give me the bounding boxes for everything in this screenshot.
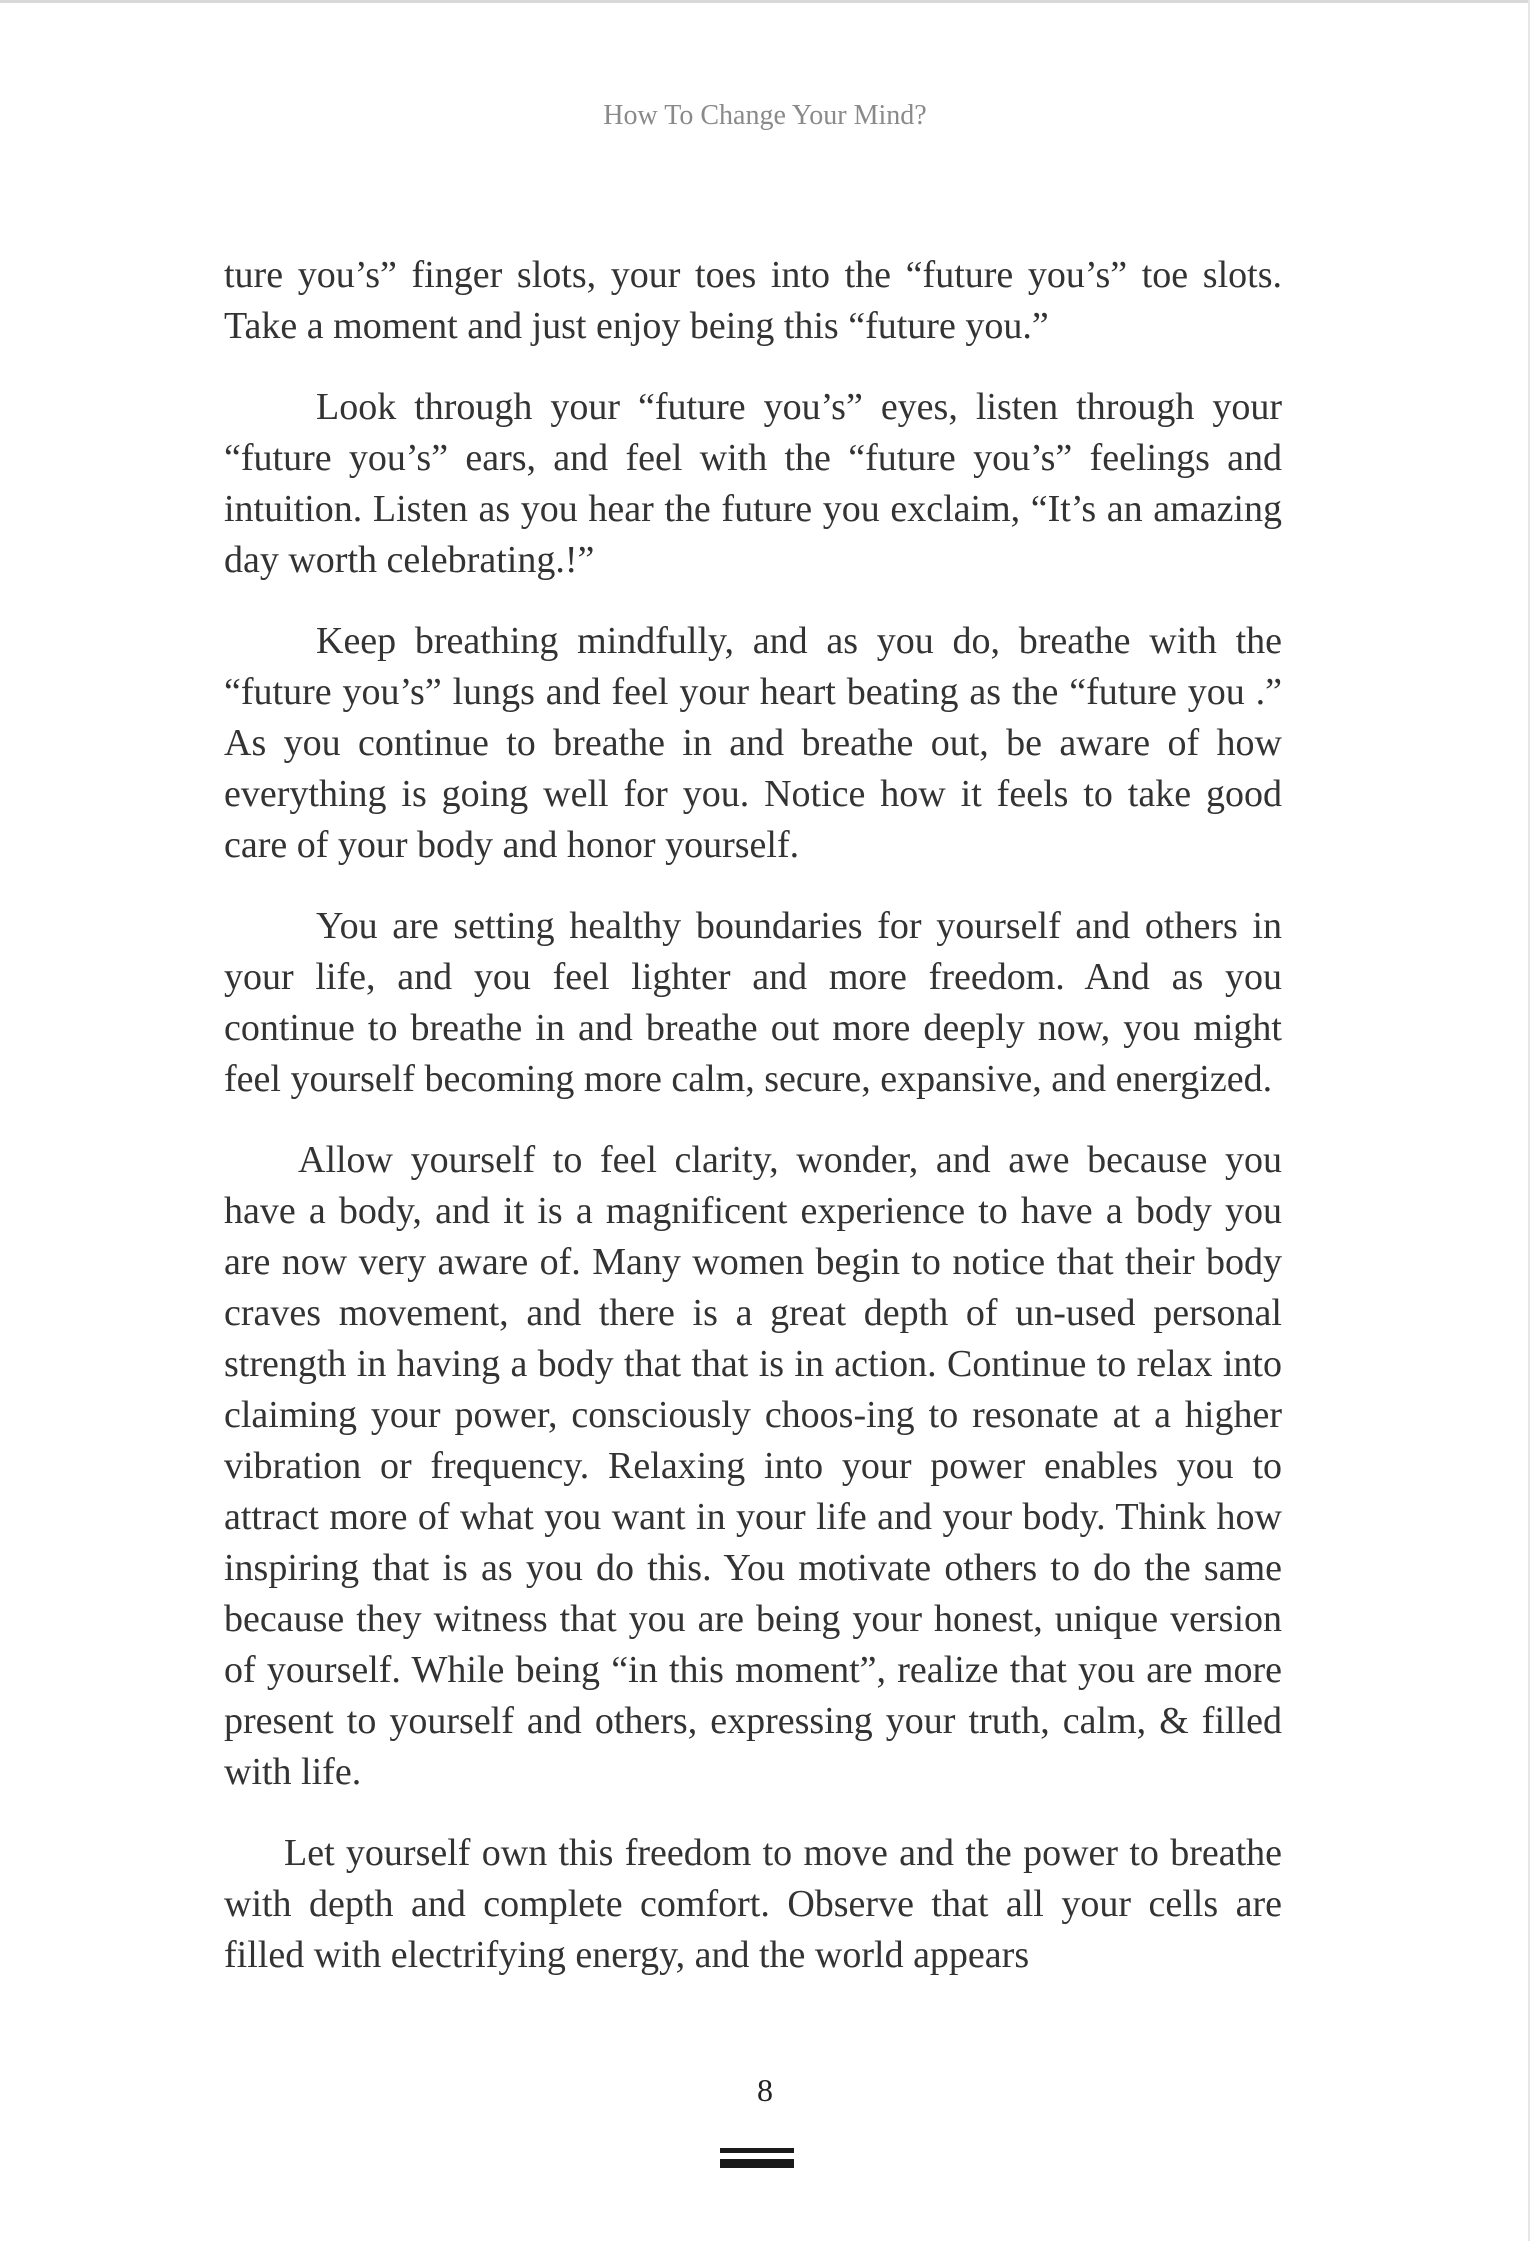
ornament-bar: [720, 2159, 794, 2168]
ornament-bar: [720, 2148, 794, 2153]
top-divider: [0, 0, 1530, 3]
page-ornament: [720, 2148, 794, 2170]
page-number: 8: [757, 2072, 773, 2108]
running-header: How To Change Your Mind?: [603, 100, 927, 131]
page-body: [224, 250, 1282, 2011]
paragraph: Keep breathing mindfully, and as you do, breathe with the “future you’s” lungs and feel your heart beating as the “future you .” As you continue to breathe in and breathe out, be aware of how everything is going well for you. Notice how it feels to take good care of your body and honor yourself.: [224, 620, 1282, 866]
paragraph: You are setting healthy boundaries for yourself and others in your life, and you feel lighter and more freedom. And as you continue to breathe in and breathe out more deeply now, you might feel yourself becoming more calm, secure, expansive, and energized.: [224, 905, 1282, 1100]
paragraph: ture you’s” finger slots, your toes into the “future you’s” toe slots. Take a moment and just enjoy being this “future you.”: [224, 254, 1282, 347]
paragraph: Look through your “future you’s” eyes, listen through your “future you’s” ears, and feel with the “future you’s” feelings and intuition. Listen as you hear the future you exclaim, “It’s an amazing day worth celebrating.!”: [224, 386, 1282, 581]
paragraph: Let yourself own this freedom to move and the power to breathe with depth and complete comfort. Observe that all your cells are filled with electrifying energy, and the world appears: [224, 1832, 1282, 1976]
paragraph: Allow yourself to feel clarity, wonder, and awe because you have a body, and it is a magnificent experience to have a body you are now very aware of. Many women begin to notice that their body craves movement, and there is a great depth of un-used personal strength in having a body that that is in action. Continue to relax into claiming your power, consciously choos-ing to resonate at a higher vibration or frequency. Relaxing into your power enables you to attract more of what you want in your life and your body. Think how inspiring that is as you do this. You motivate others to do the same because they witness that you are being your honest, unique version of yourself. While being “in this moment”, realize that you are more present to yourself and others, expressing your truth, calm, & filled with life.: [224, 1139, 1282, 1793]
